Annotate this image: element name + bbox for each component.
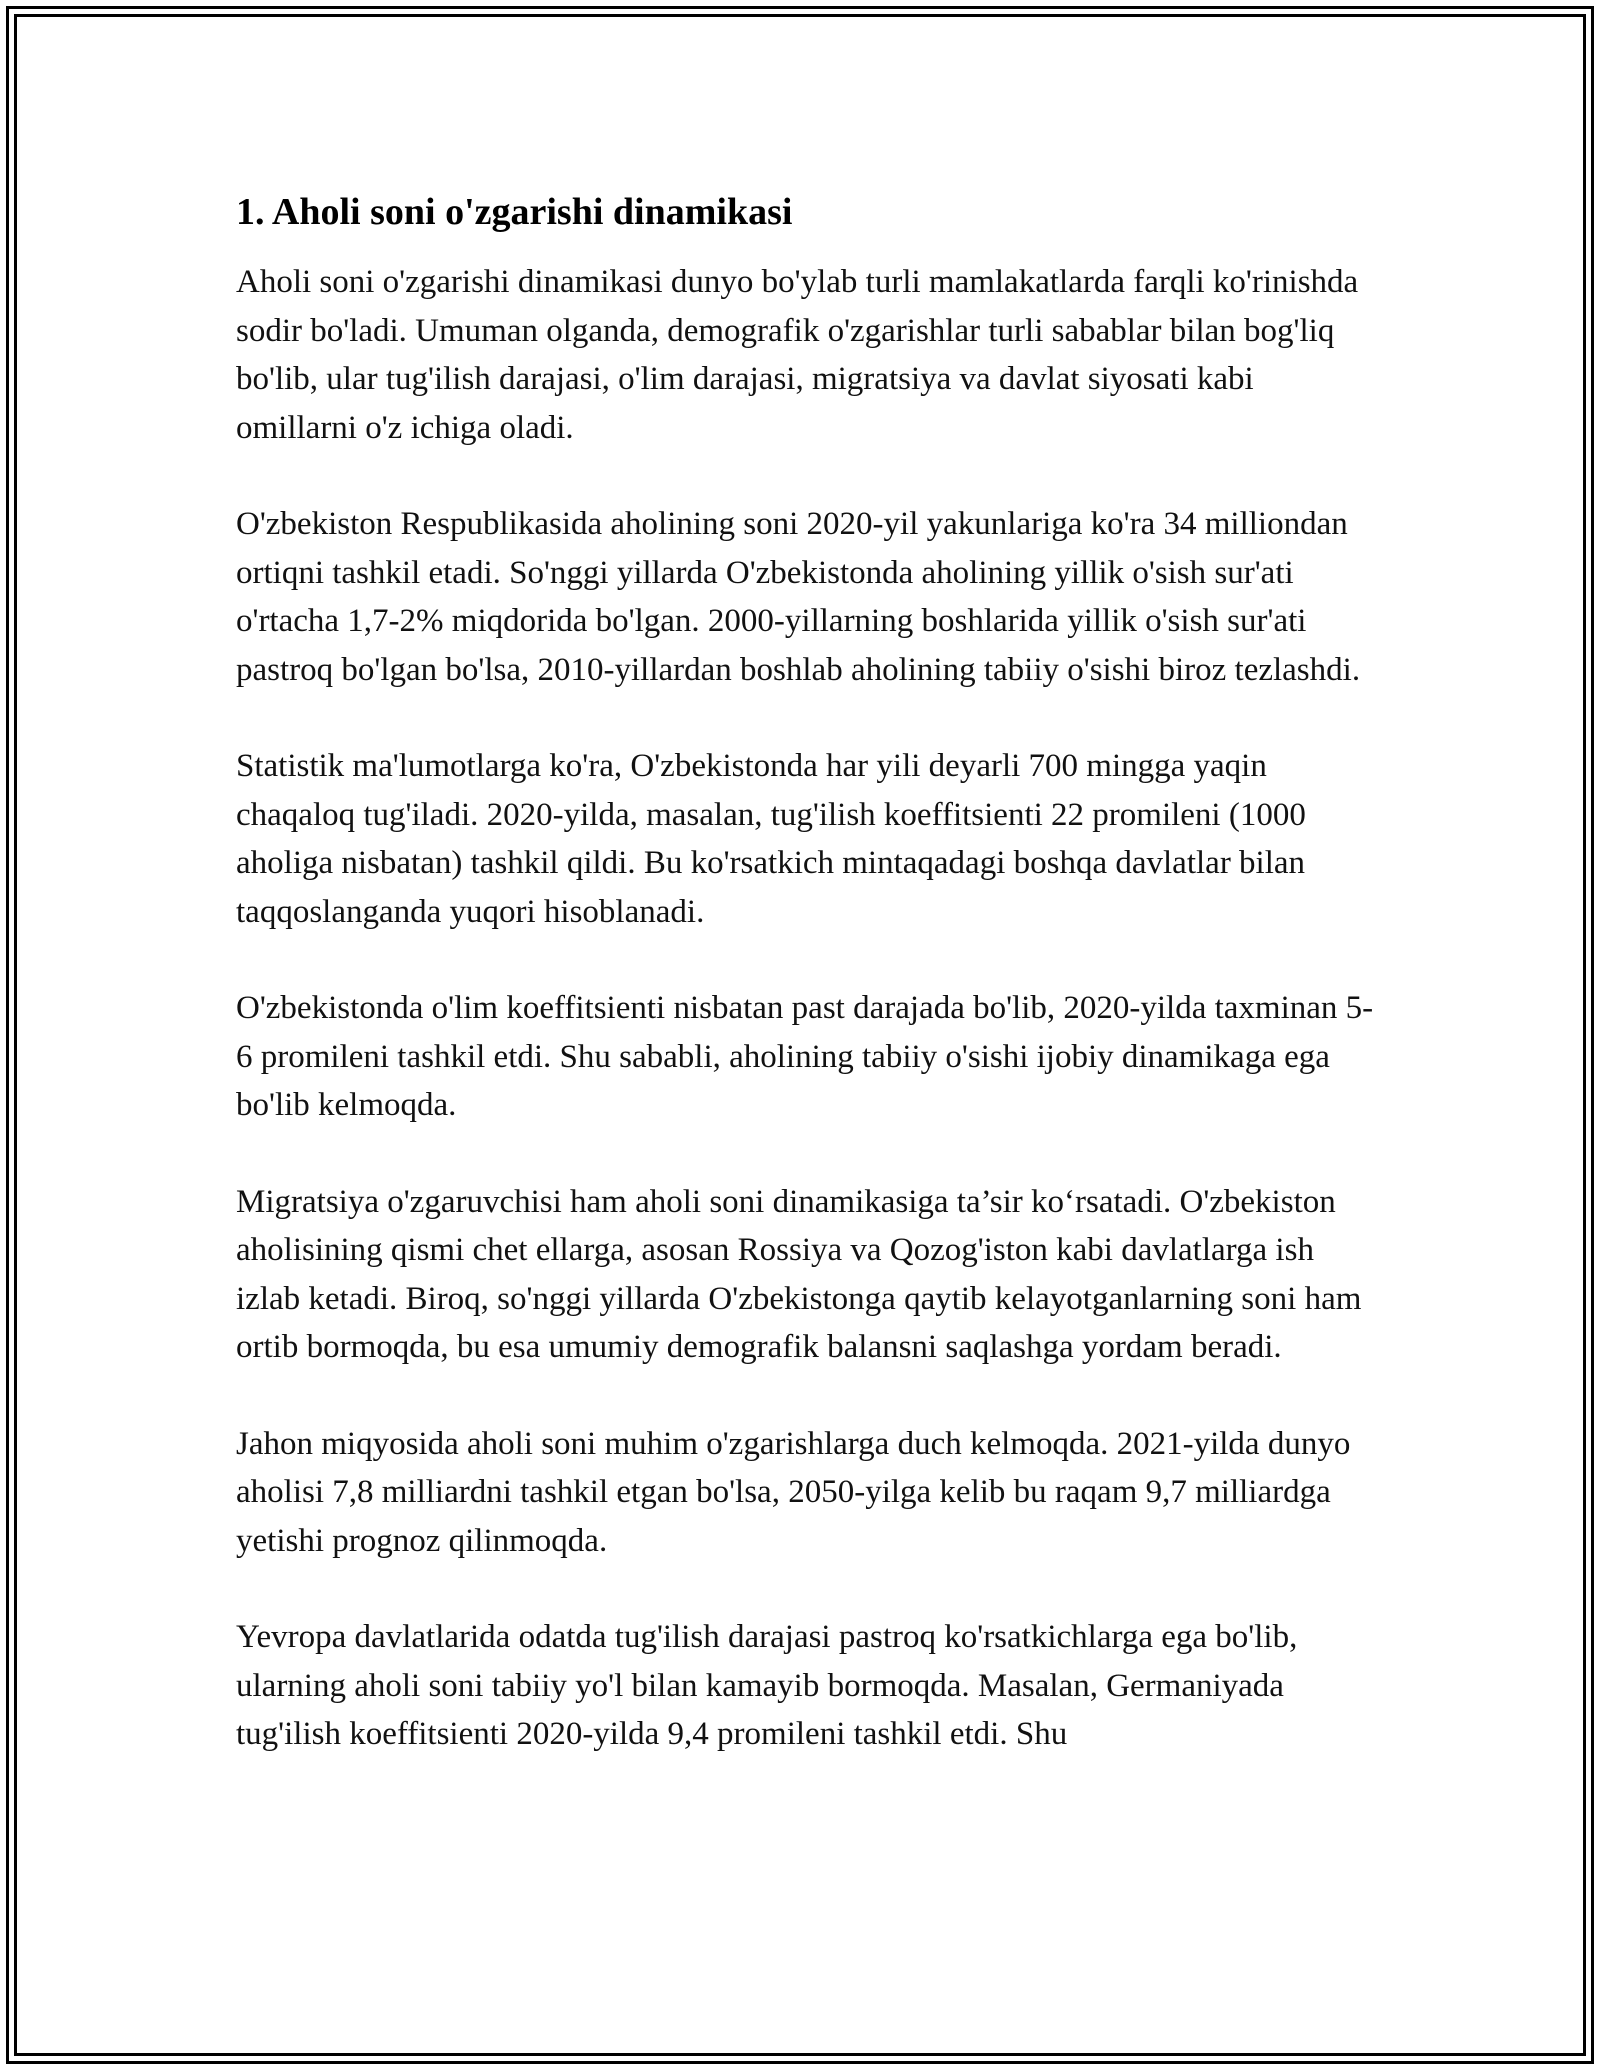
paragraph-4: O'zbekistonda o'lim koeffitsienti nisbatan past darajada bo'lib, 2020-yilda taxminan 5-6 promileni tashkil etdi. Shu sababli, aholining tabiiy o'sishi ijobiy dinamikaga ega bo'lib kelmoqda. <box>236 990 1374 1123</box>
section-heading: 1. Aholi soni o'zgarishi dinamikasi <box>236 191 793 233</box>
paragraph-7: Yevropa davlatlarida odatda tug'ilish darajasi pastroq ko'rsatkichlarga ega bo'lib, ularning aholi soni tabiiy yo'l bilan kamayib bormoqda. Masalan, Germaniyada tug'ilish koeffitsienti 2020-yilda 9,4 promileni tashkil etdi. Shu <box>236 1619 1298 1752</box>
document-body <box>236 188 1376 1807</box>
paragraph-6: Jahon miqyosida aholi soni muhim o'zgarishlarga duch kelmoqda. 2021-yilda dunyo aholisi 7,8 milliardni tashkil etgan bo'lsa, 2050-yilga kelib bu raqam 9,7 milliardga yetishi prognoz qilinmoqda. <box>236 1425 1351 1559</box>
paragraph-1: Aholi soni o'zgarishi dinamikasi dunyo bo'ylab turli mamlakatlarda farqli ko'rinishda sodir bo'ladi. Umuman olganda, demografik o'zgarishlar turli sabablar bilan bog'liq bo'lib, ular tug'ilish darajasi, o'lim darajasi, migratsiya va davlat siyosati kabi omillarni o'z ichiga oladi. <box>236 264 1359 446</box>
paragraph-5: Migratsiya o'zgaruvchisi ham aholi soni dinamikasiga ta’sir ko‘rsatadi. O'zbekiston aholisining qismi chet ellarga, asosan Rossiya va Qozog'iston kabi davlatlarga ish izlab ketadi. Biroq, so'nggi yillarda O'zbekistonga qaytib kelayotganlarning soni ham ortib bormoqda, bu esa umumiy demografik balansni saqlashga yordam beradi. <box>236 1183 1362 1365</box>
paragraph-3: Statistik ma'lumotlarga ko'ra, O'zbekistonda har yili deyarli 700 mingga yaqin chaqaloq tug'iladi. 2020-yilda, masalan, tug'ilish koeffitsienti 22 promileni (1000 aholiga nisbatan) tashkil qildi. Bu ko'rsatkich mintaqadagi boshqa davlatlar bilan taqqoslanganda yuqori hisoblanadi. <box>236 748 1306 930</box>
paragraph-2: O'zbekiston Respublikasida aholining soni 2020-yil yakunlariga ko'ra 34 milliondan ortiqni tashkil etadi. So'nggi yillarda O'zbekistonda aholining yillik o'sish sur'ati o'rtacha 1,7-2% miqdorida bo'lgan. 2000-yillarning boshlarida yillik o'sish sur'ati pastroq bo'lgan bo'lsa, 2010-yillardan boshlab aholining tabiiy o'sishi biroz tezlashdi. <box>236 506 1361 688</box>
